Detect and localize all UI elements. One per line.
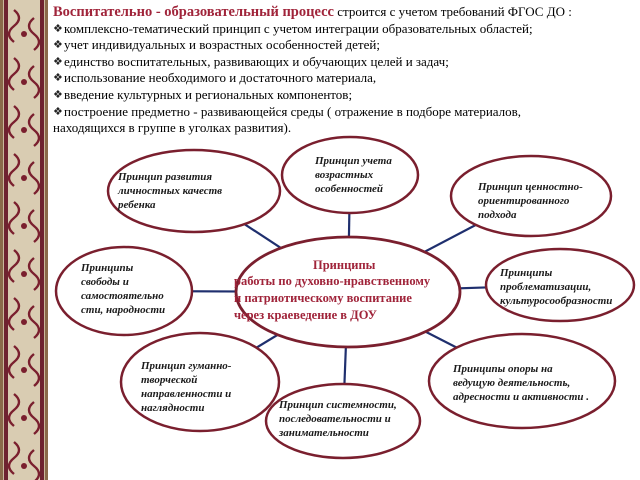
list-item: ❖ построение предметно - развивающейся среды ( отражение в подборе материалов, <box>53 103 522 119</box>
node-text-line: творческой <box>141 374 198 386</box>
node-text-line: Принцип ценностно- <box>478 181 583 193</box>
node-text-line: ребенка <box>118 199 156 211</box>
node-text-line: наглядности <box>141 402 205 414</box>
intro-title: Воспитательно - образовательный процесс <box>53 4 334 20</box>
node-text-line: сти, народности <box>81 304 166 316</box>
list-item: ❖ единство воспитательных, развивающих и обучающих целей и задач; <box>53 53 449 69</box>
node-text-line: последовательности и <box>279 413 391 425</box>
node-text-line: Принцип развития <box>118 171 213 183</box>
node-text-line: Принципы <box>500 267 553 279</box>
node-text-line: свободы и <box>81 276 129 288</box>
center-text-line: Принципы <box>313 258 376 272</box>
node-text-line: Принцип учета <box>315 155 392 167</box>
node-text-line: подхода <box>478 209 517 221</box>
diamond-bullet-icon: ❖ <box>53 88 63 101</box>
node-text-line: Принципы <box>81 262 134 274</box>
principle-node-leading-activity <box>429 334 615 428</box>
diamond-bullet-icon: ❖ <box>53 39 63 52</box>
principle-node-value-oriented <box>451 156 611 236</box>
node-text-line: особенностей <box>315 183 383 195</box>
principle-node-freedom-independence <box>56 247 192 335</box>
center-text-line: через краеведение в ДОУ <box>234 308 377 322</box>
list-continuation: находящихся в группе в уголках развития). <box>53 120 292 136</box>
list-item: ❖ использование необходимого и достаточного материала, <box>53 70 377 86</box>
principle-node-humane-creative <box>121 333 279 431</box>
node-text-line: культуросообразности <box>500 295 613 307</box>
list-item: ❖ введение культурных и региональных компонентов; <box>53 86 353 102</box>
node-text-line: возрастных <box>315 169 374 181</box>
node-text-line: направленности и <box>141 388 232 400</box>
principle-node-age-features <box>282 137 418 213</box>
diamond-bullet-icon: ❖ <box>53 105 63 118</box>
center-text-line: и патриотическому воспитание <box>234 291 412 305</box>
node-text-line: адресности и активности . <box>453 391 590 403</box>
diamond-bullet-icon: ❖ <box>53 22 63 35</box>
center-node <box>234 237 460 347</box>
node-text-line: ведущую деятельность, <box>453 377 571 389</box>
node-text-line: ориентированного <box>478 195 570 207</box>
node-text-line: проблематизации, <box>500 281 592 293</box>
intro-subtitle: строится с учетом требований ФГОС ДО : <box>333 4 572 19</box>
principle-node-systematic <box>266 384 420 458</box>
diamond-bullet-icon: ❖ <box>53 55 63 68</box>
node-text-line: Принципы опоры на <box>453 363 553 375</box>
principle-node-problematization <box>486 249 634 321</box>
list-item: ❖ комплексно-тематический принцип с учетом интеграции образовательных областей; <box>53 20 533 36</box>
center-text-line: работы по духовно-нравственному <box>234 274 431 288</box>
diamond-bullet-icon: ❖ <box>53 72 63 85</box>
node-text-line: самостоятельно <box>81 290 164 302</box>
list-item: ❖ учет индивидуальных и возрастных особенностей детей; <box>53 37 380 53</box>
node-text-line: Принцип системности, <box>279 399 397 411</box>
node-text-line: Принцип гуманно- <box>141 360 232 372</box>
principle-node-personal-development <box>108 150 280 232</box>
node-text-line: занимательности <box>279 427 369 439</box>
node-text-line: личностных качеств <box>118 185 223 197</box>
